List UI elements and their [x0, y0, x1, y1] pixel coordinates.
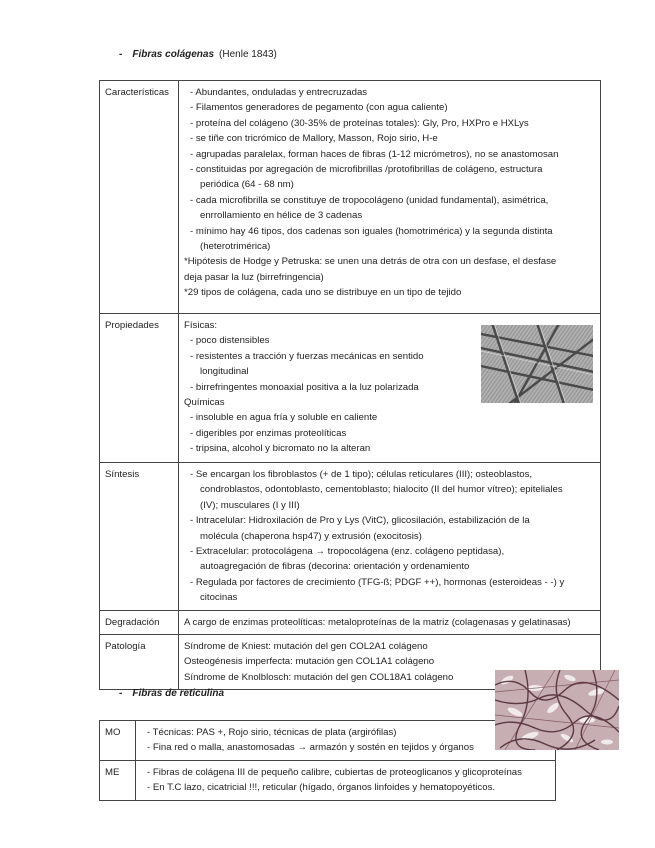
- list-item: - En T.C lazo, cicatricial !!!, reticular (hígado, órganos linfoides y hematopoyéticos.: [147, 782, 496, 794]
- list-item: A cargo de enzimas proteolíticas: metaloproteínas de la matriz (colagenasas y gelatinasas): [184, 616, 571, 628]
- row-label-caracteristicas: Características: [100, 81, 179, 314]
- list-item: - digeribles por enzimas proteolíticas: [190, 427, 347, 439]
- list-item-continuation: autoagregación de fibras (decorina: orientación y ordenamiento: [200, 561, 470, 573]
- row-label-mo: MO: [100, 721, 136, 761]
- list-item-continuation: enrrollamiento en hélice de 3 cadenas: [200, 210, 363, 222]
- list-item: Síndrome de Knolblosch: mutación del gen COL18A1 colágeno: [184, 671, 454, 683]
- row-label-patologia: Patología: [100, 635, 179, 690]
- sintesis-cell: [179, 463, 601, 611]
- list-item: - mínimo hay 46 tipos, dos cadenas son iguales (homotrimérica) y la segunda distinta: [190, 225, 553, 237]
- table-row: [100, 81, 601, 314]
- heading-dash: -: [119, 49, 123, 60]
- list-item: - Fina red o malla, anastomosadas → armazón y sostén en tejidos y órganos: [147, 742, 474, 754]
- table-row: [100, 721, 556, 761]
- table-row: [100, 463, 601, 611]
- list-item: - cada microfibrilla se constituye de tropocolágeno (unidad fundamental), asimétrica,: [190, 194, 549, 206]
- note-line: *Hipótesis de Hodge y Petruska: se unen una detrás de otra con un desfase, el desfase: [184, 256, 557, 268]
- reticular-table: [99, 720, 556, 801]
- list-item: - tripsina, alcohol y bicromato no la alteran: [190, 443, 371, 455]
- reticular-title: Fibras de reticulina: [132, 688, 225, 699]
- collagen-fibres-drawing: [481, 325, 593, 403]
- list-item: - Se encargan los fibroblastos (+ de 1 tipo); células reticulares (III); osteoblastos,: [190, 469, 533, 480]
- reticular-micrograph-image: [495, 670, 619, 750]
- note-line: deja pasar la luz (birrefringencia): [184, 271, 324, 283]
- list-item: - Intracelular: Hidroxilación de Pro y Lys (VitC), glicosilación, estabilización de la: [190, 515, 530, 527]
- mo-cell: [136, 721, 556, 761]
- collagen-micrograph-image: [481, 325, 593, 403]
- list-item: - constituidas por agregación de microfibrillas /protofibrillas de colágeno, estructura: [190, 164, 543, 176]
- list-item: - resistentes a tracción y fuerzas mecánicas en sentido: [190, 350, 424, 362]
- list-item-continuation: periódica (64 - 68 nm): [200, 179, 294, 191]
- list-item-continuation: citocinas: [200, 592, 238, 604]
- list-item: - insoluble en agua fría y soluble en caliente: [190, 412, 378, 424]
- subheading: Químicas: [184, 397, 225, 409]
- collagen-heading: [119, 49, 277, 60]
- list-item-continuation: molécula (chaperona hsp47) y extrusión (exocitosis): [200, 530, 422, 542]
- row-label-sintesis: Síntesis: [100, 463, 179, 611]
- row-label-degradacion: Degradación: [100, 610, 179, 634]
- list-item: - Regulada por factores de crecimiento (TFG-ß; PDGF ++), hormonas (esteroideas - -) y: [190, 576, 565, 588]
- list-item: - proteína del colágeno (30-35% de proteínas totales): Gly, Pro, HXPro e HXLys: [190, 117, 529, 129]
- list-item: - agrupadas paralelax, forman haces de fibras (1-12 micrómetros), no se anastomosan: [190, 148, 559, 160]
- list-item-continuation: (heterotrimérica): [200, 241, 271, 253]
- list-item: - Técnicas: PAS +, Rojo sirio, técnicas de plata (argirófilas): [147, 727, 397, 738]
- reticular-heading: [119, 688, 224, 699]
- subheading: Físicas:: [184, 320, 218, 331]
- list-item: Osteogénesis imperfecta: mutación gen COL1A1 colágeno: [184, 656, 435, 668]
- me-cell: [136, 760, 556, 800]
- note-line: *29 tipos de colágena, cada uno se distribuye en un tipo de tejido: [184, 287, 462, 299]
- list-item: - birrefringentes monoaxial positiva a la luz polarizada: [190, 381, 419, 393]
- heading-dash: -: [119, 688, 123, 699]
- collagen-title: Fibras colágenas: [132, 49, 215, 60]
- list-item: - Extracelular: protocolágena → tropocolágena (enz. colágeno peptidasa),: [190, 546, 505, 558]
- list-item: - Fibras de colágena III de pequeño calibre, cubiertas de proteoglicanos y glicoproteínas: [147, 766, 522, 778]
- list-item-continuation: condroblastos, odontoblasto, cementoblasto; hialocito (II del humor vítreo); epiteliales: [200, 484, 563, 496]
- list-item: - se tiñe con tricrómico de Mallory, Masson, Rojo sirio, H-e: [190, 133, 438, 145]
- row-label-me: ME: [100, 760, 136, 800]
- reticular-fibres-drawing: [495, 670, 619, 750]
- list-item-continuation: (IV); musculares (I y III): [200, 499, 300, 511]
- list-item-continuation: longitudinal: [200, 366, 249, 378]
- list-item: - Filamentos generadores de pegamento (con agua caliente): [190, 102, 448, 114]
- list-item: - Abundantes, onduladas y entrecruzadas: [190, 87, 368, 98]
- collagen-subtitle: (Henle 1843): [219, 49, 277, 60]
- caracteristicas-cell: [179, 81, 601, 314]
- row-label-propiedades: Propiedades: [100, 314, 179, 463]
- list-item: - poco distensibles: [190, 335, 270, 347]
- degradacion-cell: [179, 610, 601, 634]
- list-item: Síndrome de Kniest: mutación del gen COL2A1 colágeno: [184, 641, 428, 653]
- table-row: [100, 760, 556, 800]
- table-row: [100, 610, 601, 634]
